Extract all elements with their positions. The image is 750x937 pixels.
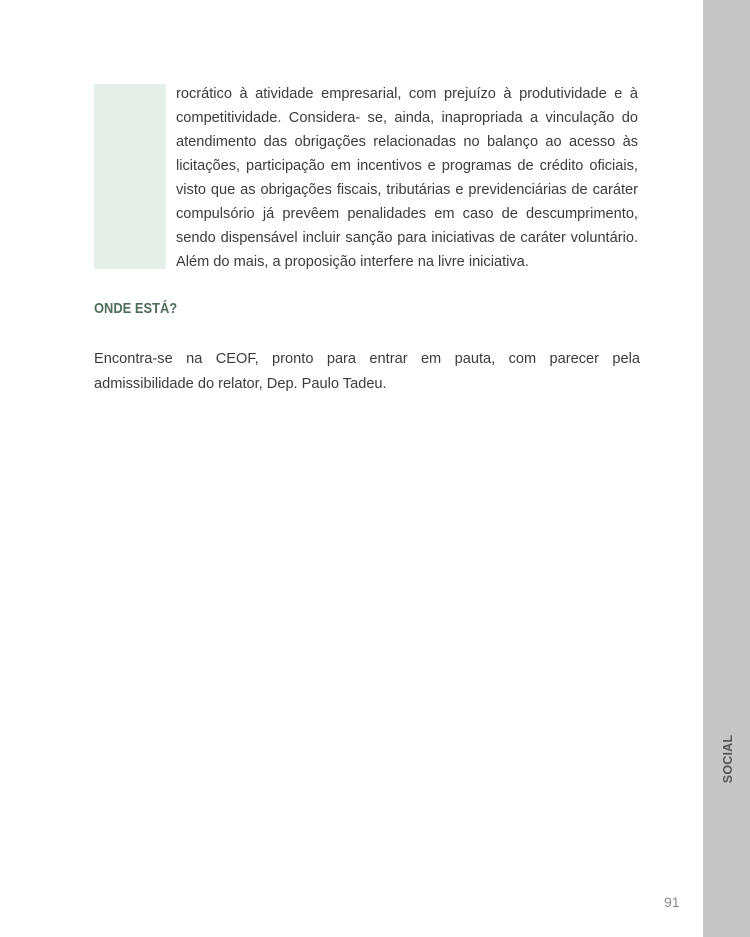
- side-tab: [703, 0, 750, 937]
- page-number: 91: [664, 894, 680, 910]
- side-tab-label: SOCIAL: [721, 734, 735, 784]
- section-body-text: Encontra-se na CEOF, pronto para entrar em pauta, com parecer pela admissibilidade do relator, Dep. Paulo Tadeu.: [94, 351, 640, 392]
- quote-accent-block: [94, 84, 166, 269]
- quote-text: rocrático à atividade empresarial, com prejuízo à produtividade e à competitividade. Considera- se, ainda, inapropriada a vinculação do atendimento das obrigações relacionadas no balanço ao acesso às licitações, participação em incentivos e programas de crédito oficiais, visto que as obrigações fiscais, tributárias e previdenciárias de caráter compulsório já prevêem penalidades em caso de descumprimento, sendo dispensável incluir sanção para iniciativas de caráter voluntário. Além do mais, a proposição interfere na livre iniciativa.: [176, 86, 638, 270]
- section-heading: ONDE ESTÁ?: [94, 300, 178, 317]
